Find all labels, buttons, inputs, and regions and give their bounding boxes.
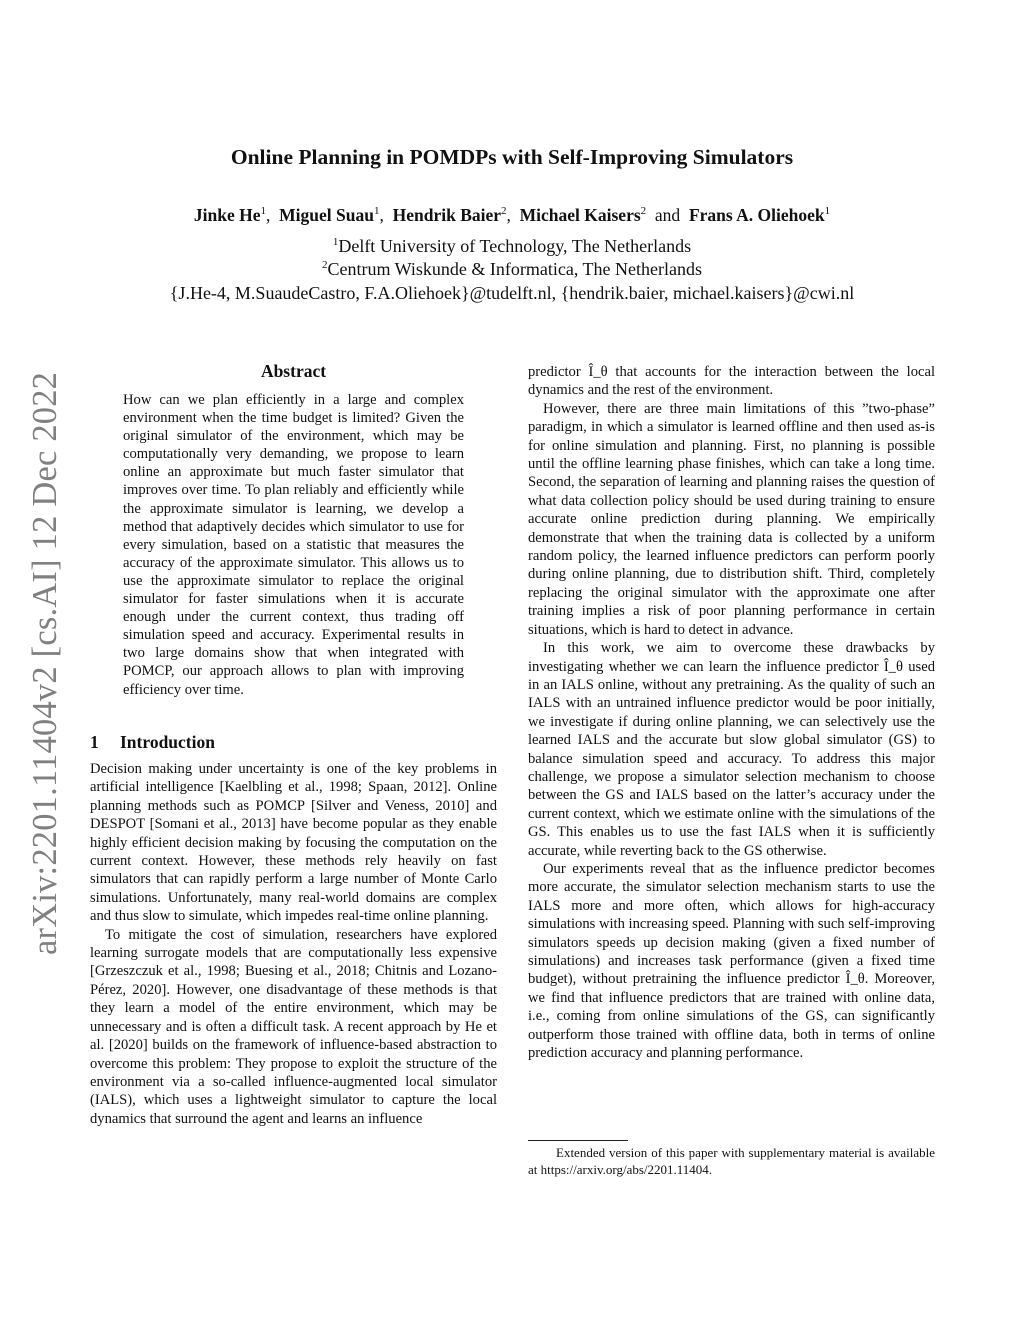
author-name: Michael Kaisers bbox=[519, 205, 641, 225]
author-affil-mark: 1 bbox=[373, 205, 380, 217]
author-affil-mark: 1 bbox=[260, 205, 267, 217]
paragraph: However, there are three main limitations of this ”two-phase” paradigm, in which a simulator is learned offline and then used as-is for online simulation and planning. First, no planning is possible until the offline learning phase finishes, which can take a long time. Second, the separation of learning and planning raises the question of what data collection policy should be used during training to ensure accurate online prediction during planning. We empirically demonstrate that when the training data is collected by a uniform random policy, the learned influence predictors can perform poorly during online planning, due to distribution shift. Third, completely replacing the original simulator with the approximate one after training implies a risk of poor planning performance in certain situations, which is hard to detect in advance. bbox=[528, 400, 935, 638]
author-name: Hendrik Baier bbox=[392, 205, 502, 225]
paragraph: In this work, we aim to overcome these drawbacks by investigating whether we can learn the influence predictor Î_θ used in an IALS online, without any pretraining. As the quality of such an IALS with an untrained influence predictor would be poor initially, we investigate if during online planning, we can selectively use the learned IALS and the accurate but slow global simulator (GS) to balance simulation speed and accuracy. To address this major challenge, we propose a simulator selection mechanism to choose between the GS and IALS based on the latter’s accuracy under the current context, which we estimate online with the simulations of the GS. This enables us to use the fast IALS when it is sufficiently accurate, while reverting back to the GS otherwise. bbox=[528, 640, 935, 859]
author-affil-mark: 2 bbox=[501, 205, 507, 217]
author-conjunction: and bbox=[654, 205, 681, 225]
right-column bbox=[528, 363, 935, 1062]
section-heading bbox=[90, 732, 497, 752]
footnote-text: Extended version of this paper with supplementary material is available at https://arxiv.org/abs/2201.11404. bbox=[528, 1145, 935, 1177]
arxiv-identifier: arXiv:2201.11404v2 [cs.AI] 12 Dec 2022 bbox=[26, 371, 64, 955]
abstract-heading: Abstract bbox=[260, 361, 327, 381]
affiliation-text: Centrum Wiskunde & Informatica, The Netherlands bbox=[327, 259, 702, 279]
paragraph: predictor Î_θ that accounts for the interaction between the local dynamics and the rest of the environment. bbox=[528, 364, 935, 399]
left-column bbox=[90, 732, 497, 1128]
author-affil-mark: 2 bbox=[640, 205, 647, 217]
author-affil-mark: 1 bbox=[824, 205, 831, 217]
paper-title: Online Planning in POMDPs with Self-Improving Simulators bbox=[230, 145, 794, 169]
author-name: Frans A. Oliehoek bbox=[688, 205, 825, 225]
footnote-rule bbox=[528, 1140, 628, 1141]
section-title: Introduction bbox=[120, 732, 215, 752]
affiliation-mark: 2 bbox=[321, 259, 328, 271]
abstract-body: How can we plan efficiently in a large and complex environment when the time budget is limited? Given the original simulator of the environment, which may be computationally very demanding, we propose to learn online an approximate but much faster simulator that improves over time. To plan reliably and efficiently while the approximate simulator is learning, we develop a method that adaptively decides which simulator to use for every simulation, based on a statistic that measures the accuracy of the approximate simulator. This allows us to use the approximate simulator to replace the original simulator for faster simulations when it is accurate enough under the current context, thus trading off simulation speed and accuracy. Experimental results in two large domains show that when integrated with POMCP, our approach allows to plan with improving efficiency over time. bbox=[123, 392, 464, 698]
section-number: 1 bbox=[90, 732, 99, 752]
affiliation-text: Delft University of Technology, The Netherlands bbox=[338, 236, 692, 256]
author-name: Miguel Suau bbox=[279, 205, 374, 225]
paragraph: To mitigate the cost of simulation, researchers have explored learning surrogate models that are computationally less expensive [Grzeszczuk et al., 1998; Buesing et al., 2018; Chitnis and Lozano-Pérez, 2020]. However, one disadvantage of these methods is that they learn a model of the entire environment, which may be unnecessary and is often a difficult task. A recent approach by He et al. [2020] builds on the framework of influence-based abstraction to overcome this problem: They propose to exploit the structure of the environment via a so-called influence-augmented local simulator (IALS), which uses a lightweight simulator to capture the local dynamics that surround the agent and learns an influence bbox=[90, 926, 497, 1127]
affiliation-mark: 1 bbox=[332, 236, 339, 248]
author-list: Jinke He$^1$, Miguel Suau$^1$, Hendrik Baier$^2$, Michael Kaisers$^2$ and Frans A. Oliehoek$^1$ bbox=[193, 205, 831, 225]
affiliation bbox=[0, 236, 1024, 257]
author-emails: {J.He-4, M.SuaudeCastro, F.A.Oliehoek}@tudelft.nl, {hendrik.baier, michael.kaisers}@cwi.nl bbox=[169, 283, 855, 303]
footnote bbox=[528, 1145, 935, 1178]
paragraph: Decision making under uncertainty is one of the key problems in artificial intelligence [Kaelbling et al., 1998; Spaan, 2012]. Online planning methods such as POMCP [Silver and Veness, 2010] and DESPOT [Somani et al., 2013] have become popular as they enable highly efficient decision making by focusing the computation on the current context. However, these methods rely heavily on fast simulators that can rapidly perform a large number of Monte Carlo simulations. Unfortunately, many real-world domains are complex and thus slow to simulate, which impedes real-time online planning. bbox=[90, 761, 497, 925]
paragraph: Our experiments reveal that as the influence predictor becomes more accurate, the simulator selection mechanism starts to use the IALS more and more often, which allows for high-accuracy simulations with increasing speed. Planning with such self-improving simulators speeds up decision making (given a fixed number of simulations) and increases task performance (given a fixed time budget), without pretraining the influence predictor Î_θ. Moreover, we find that influence predictors that are trained with online data, i.e., coming from online simulations of the GS, can significantly outperform those trained with offline data, both in terms of online prediction accuracy and planning performance. bbox=[528, 860, 935, 1062]
affiliation bbox=[0, 259, 1024, 280]
author-name: Jinke He bbox=[193, 205, 261, 225]
